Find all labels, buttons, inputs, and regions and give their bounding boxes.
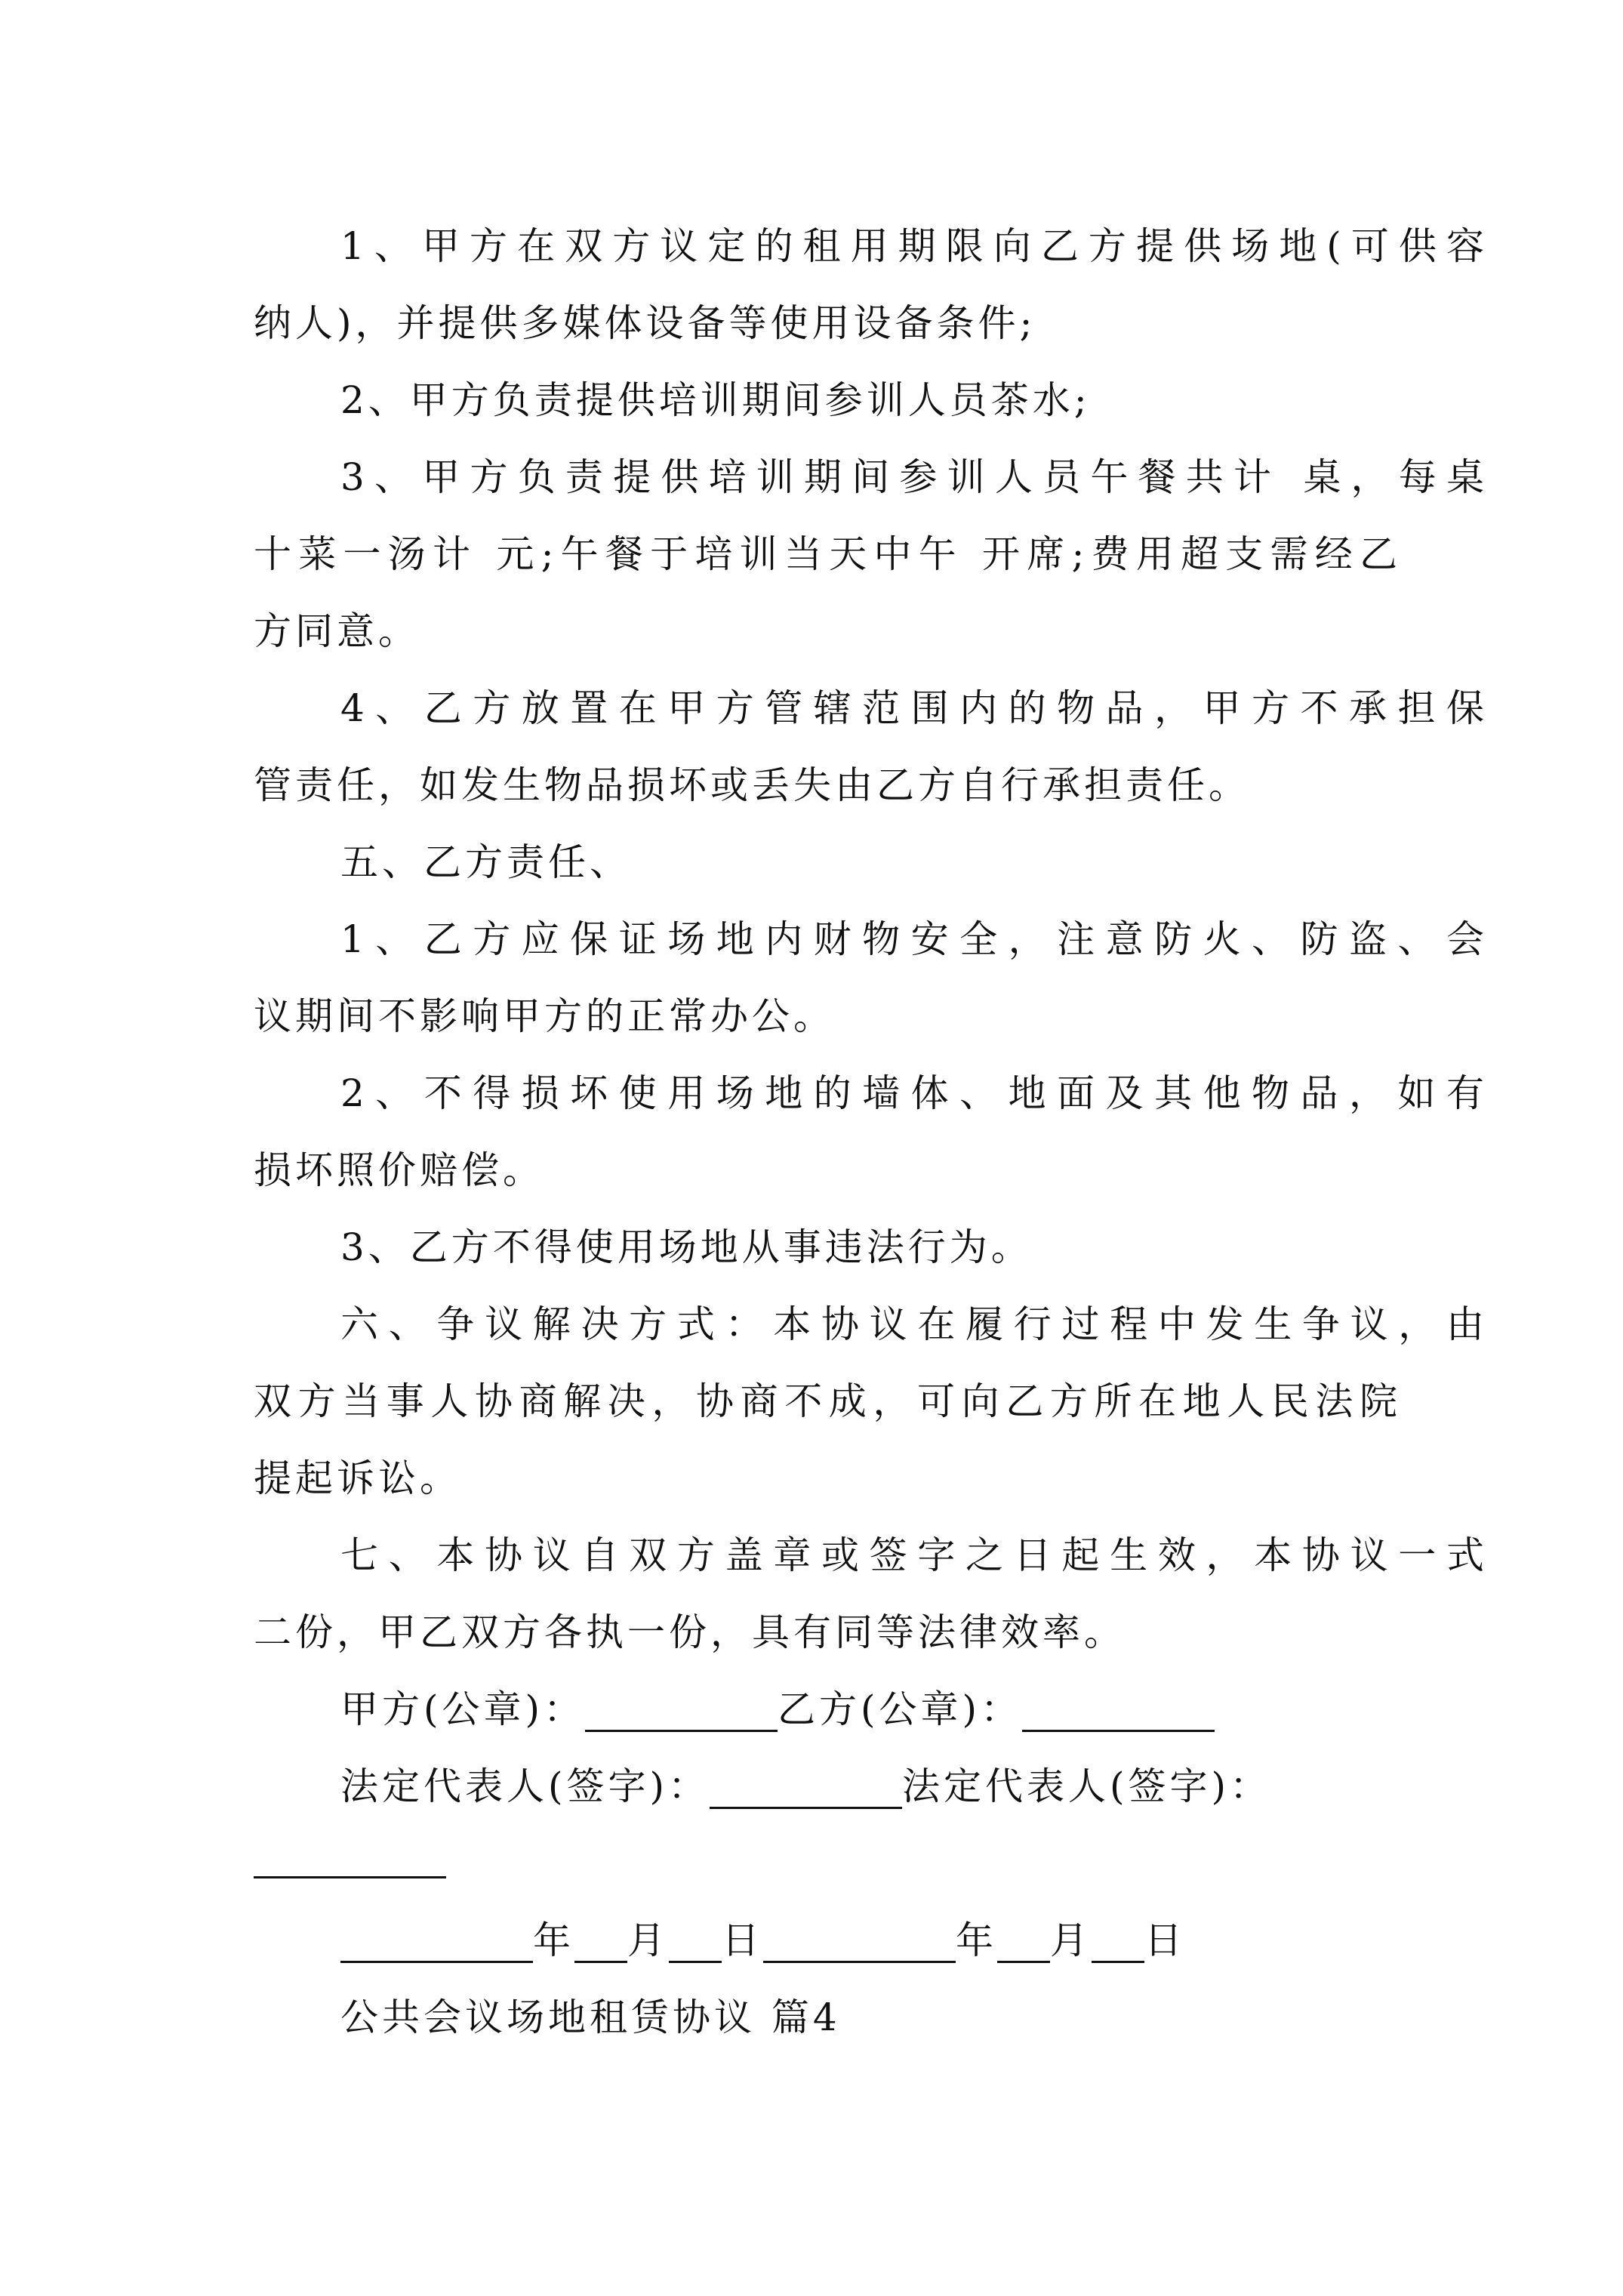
seal-line	[340, 1687, 1488, 1732]
paragraph-line: 提起诉讼。	[254, 1456, 461, 1500]
date-a-day-blank	[669, 1922, 722, 1963]
paragraph-line: 议期间不影响甲方的正常办公。	[254, 994, 835, 1038]
party-b-seal-blank	[1022, 1690, 1215, 1732]
paragraph-line: 六、争议解决方式：本协议在履行过程中发生争议，由	[340, 1302, 1488, 1346]
paragraph-line: 2、不得损坏使用场地的墙体、地面及其他物品，如有	[340, 1071, 1488, 1115]
year-label: 年	[533, 1918, 574, 1962]
legal-rep-b-blank-line	[254, 1833, 1401, 1878]
month-label: 月	[627, 1918, 669, 1962]
date-line	[340, 1918, 1488, 1963]
day-label: 日	[722, 1918, 763, 1962]
paragraph-line: 4、乙方放置在甲方管辖范围内的物品，甲方不承担保	[340, 686, 1488, 730]
paragraph-line: 1、甲方在双方议定的租用期限向乙方提供场地(可供容	[340, 224, 1488, 268]
paragraph-line: 方同意。	[254, 609, 420, 653]
day-label: 日	[1144, 1918, 1186, 1962]
date-a-month-blank	[574, 1922, 627, 1963]
party-b-seal-label: 乙方(公章)：	[778, 1687, 1023, 1731]
legal-rep-b-blank	[254, 1837, 446, 1878]
legal-rep-a-blank	[710, 1767, 902, 1809]
party-a-seal-label: 甲方(公章)：	[340, 1687, 586, 1731]
paragraph-line: 损坏照价赔偿。	[254, 1148, 544, 1192]
legal-rep-line	[340, 1764, 1488, 1809]
section-heading: 五、乙方责任、	[340, 840, 631, 884]
paragraph-line: 二份，甲乙双方各执一份，具有同等法律效率。	[254, 1610, 1126, 1654]
paragraph-line: 3、乙方不得使用场地从事违法行为。	[340, 1225, 1033, 1269]
year-label: 年	[956, 1918, 997, 1962]
date-a-year-blank	[340, 1922, 533, 1963]
next-section-heading: 公共会议场地租赁协议 篇4	[340, 1996, 841, 2039]
legal-rep-a-label: 法定代表人(签字)：	[340, 1764, 710, 1808]
date-b-year-blank	[763, 1922, 956, 1963]
paragraph-line: 管责任，如发生物品损坏或丢失由乙方自行承担责任。	[254, 763, 1250, 807]
paragraph-line: 双方当事人协商解决，协商不成，可向乙方所在地人民法院	[254, 1379, 1401, 1423]
party-a-seal-blank	[585, 1690, 778, 1732]
date-b-month-blank	[997, 1922, 1050, 1963]
paragraph-line: 十菜一汤计 元;午餐于培训当天中午 开席;费用超支需经乙	[254, 532, 1401, 576]
paragraph-line: 七、本协议自双方盖章或签字之日起生效，本协议一式	[340, 1533, 1488, 1577]
paragraph-line: 2、甲方负责提供培训期间参训人员茶水;	[340, 378, 1091, 422]
date-b-day-blank	[1092, 1922, 1144, 1963]
month-label: 月	[1050, 1918, 1092, 1962]
paragraph-line: 3、甲方负责提供培训期间参训人员午餐共计 桌，每桌	[340, 455, 1488, 499]
paragraph-line: 纳人)，并提供多媒体设备等使用设备条件;	[254, 301, 1036, 345]
legal-rep-b-label: 法定代表人(签字)：	[902, 1764, 1272, 1808]
paragraph-line: 1、乙方应保证场地内财物安全，注意防火、防盗、会	[340, 917, 1488, 961]
